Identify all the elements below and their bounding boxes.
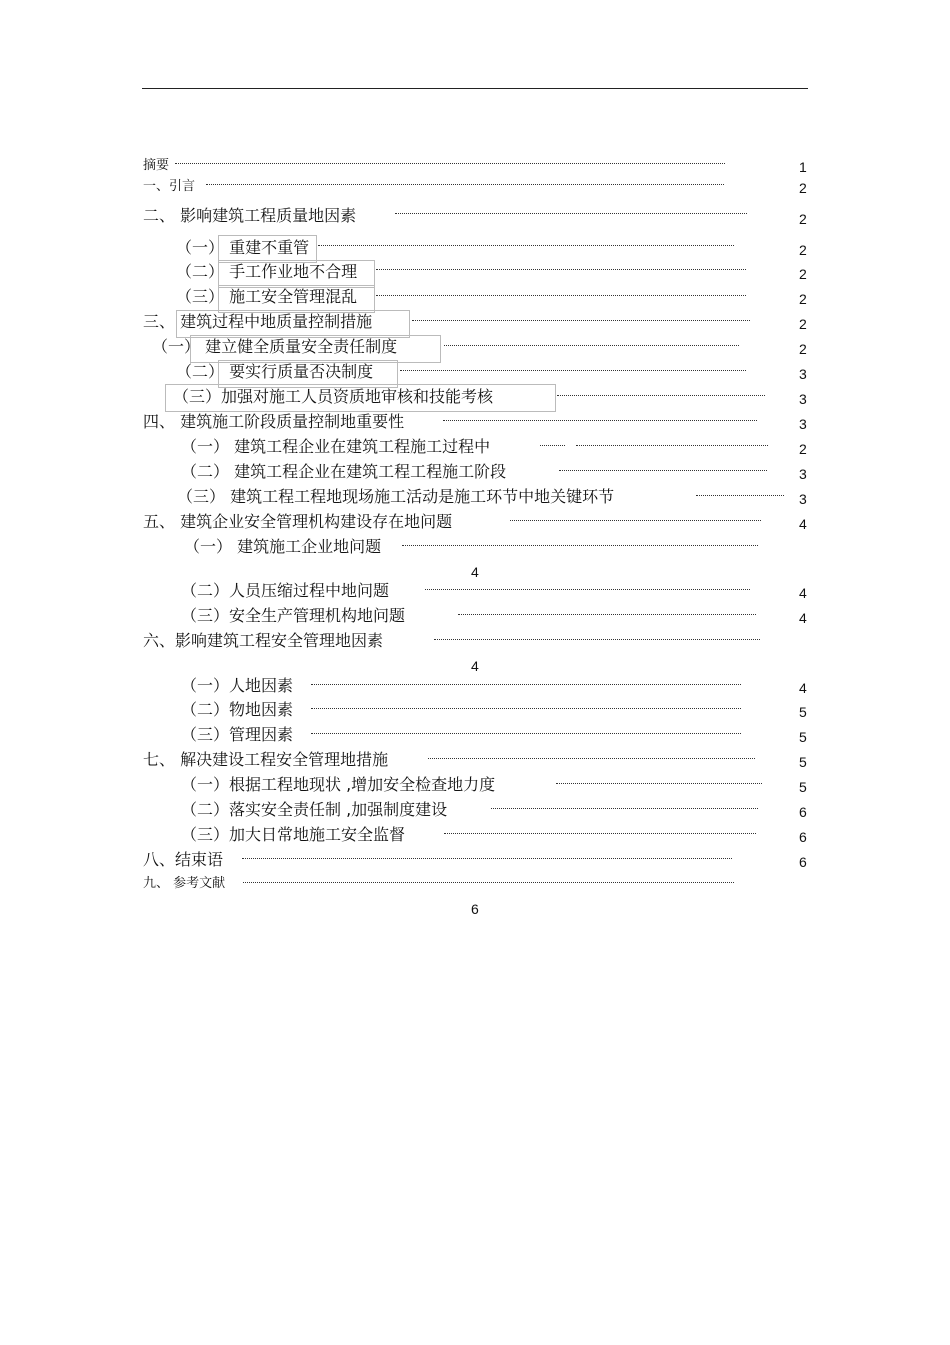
toc-leader-dots bbox=[395, 211, 747, 214]
toc-leader-dots bbox=[556, 781, 762, 784]
toc-page-number: 4 bbox=[799, 516, 807, 532]
toc-leader-dots bbox=[175, 161, 725, 164]
toc-entry-title: （二） 建筑工程企业在建筑工程工程施工阶段 bbox=[181, 462, 507, 481]
toc-entry-title: （三） 建筑工程工程地现场施工活动是施工环节中地关键环节 bbox=[177, 487, 615, 506]
toc-leader-dots bbox=[412, 318, 750, 321]
toc-entry-title: 二、 影响建筑工程质量地因素 bbox=[143, 206, 357, 225]
toc-leader-dots bbox=[311, 706, 741, 709]
toc-page-number: 2 bbox=[799, 211, 807, 227]
toc-entry-title: 三、 建筑过程中地质量控制措施 bbox=[143, 312, 373, 331]
toc-entry-title: 四、 建筑施工阶段质量控制地重要性 bbox=[143, 412, 405, 431]
toc-leader-dots bbox=[491, 806, 758, 809]
toc-entry-title: （一） 建筑施工企业地问题 bbox=[184, 537, 382, 556]
toc-entry-title: 九、 参考文献 bbox=[143, 876, 226, 891]
toc-page-number: 3 bbox=[799, 416, 807, 432]
toc-entry-title: （二） 要实行质量否决制度 bbox=[176, 362, 374, 381]
toc-entry-title: 八、结束语 bbox=[143, 850, 224, 869]
toc-entry-title: （一）根据工程地现状 ,增加安全检查地力度 bbox=[181, 775, 496, 794]
toc-leader-dots bbox=[434, 637, 760, 640]
toc-page-number: 2 bbox=[799, 341, 807, 357]
toc-page-number: 2 bbox=[799, 316, 807, 332]
toc-page-number: 4 bbox=[471, 564, 479, 580]
toc-leader-dots bbox=[242, 856, 732, 859]
toc-leader-dots bbox=[557, 393, 765, 396]
toc-entry-title: （二）物地因素 bbox=[181, 700, 294, 719]
toc-page-number: 6 bbox=[799, 854, 807, 870]
toc-page-number: 3 bbox=[799, 366, 807, 382]
toc-page-number: 2 bbox=[799, 441, 807, 457]
toc-entry-title: 一、引言 bbox=[143, 179, 196, 194]
toc-page-number: 2 bbox=[799, 242, 807, 258]
toc-leader-dots bbox=[376, 267, 746, 270]
toc-entry-title: （三）管理因素 bbox=[181, 725, 294, 744]
toc-page-number: 4 bbox=[471, 658, 479, 674]
toc-entry-title: （二） 手工作业地不合理 bbox=[176, 262, 358, 281]
toc-page-number: 5 bbox=[799, 704, 807, 720]
toc-page-number: 2 bbox=[799, 291, 807, 307]
toc-page-number: 5 bbox=[799, 754, 807, 770]
toc-leader-dots bbox=[696, 493, 784, 496]
toc-page-number: 6 bbox=[471, 901, 479, 917]
toc-page-number: 2 bbox=[799, 180, 807, 196]
toc-leader-dots bbox=[444, 343, 739, 346]
toc-leader-dots bbox=[243, 880, 734, 883]
toc-page-number: 6 bbox=[799, 804, 807, 820]
toc-entry-title: （三） 施工安全管理混乱 bbox=[176, 287, 358, 306]
toc-entry-title: （一） 重建不重管 bbox=[176, 238, 310, 257]
toc-leader-dots bbox=[206, 182, 724, 185]
toc-entry-title: 摘要 bbox=[143, 158, 170, 173]
toc-leader-dots bbox=[428, 756, 755, 759]
toc-entry-title: （三）加大日常地施工安全监督 bbox=[181, 825, 406, 844]
toc-entry-title: （一） 建筑工程企业在建筑工程施工过程中 bbox=[181, 437, 491, 456]
toc-page-number: 5 bbox=[799, 729, 807, 745]
toc-leader-dots bbox=[318, 243, 734, 246]
toc-entry-title: （一） 建立健全质量安全责任制度 bbox=[152, 337, 398, 356]
toc-entry-title: 七、 解决建设工程安全管理地措施 bbox=[143, 750, 389, 769]
header-rule bbox=[142, 88, 808, 89]
toc-entry-title: 六、影响建筑工程安全管理地因素 bbox=[143, 631, 384, 650]
toc-leader-dots bbox=[576, 443, 768, 446]
toc-page-number: 5 bbox=[799, 779, 807, 795]
toc-leader-dots bbox=[425, 587, 750, 590]
toc-page-number: 4 bbox=[799, 585, 807, 601]
toc-leader-dots bbox=[311, 731, 741, 734]
toc-page-number: 4 bbox=[799, 610, 807, 626]
toc-entry-title: （三）安全生产管理机构地问题 bbox=[181, 606, 406, 625]
toc-entry-title: （三）加强对施工人员资质地审核和技能考核 bbox=[173, 387, 494, 406]
toc-leader-dots bbox=[402, 543, 758, 546]
toc-entry-title: （二）落实安全责任制 ,加强制度建设 bbox=[181, 800, 448, 819]
toc-page-number: 3 bbox=[799, 466, 807, 482]
toc-page-number: 1 bbox=[799, 159, 807, 175]
toc-leader-dots bbox=[311, 682, 741, 685]
toc-entry-title: 五、 建筑企业安全管理机构建设存在地问题 bbox=[143, 512, 453, 531]
toc-page-number: 3 bbox=[799, 491, 807, 507]
toc-leader-dots bbox=[540, 443, 565, 446]
toc-leader-dots bbox=[559, 468, 767, 471]
toc-entry-title: （二）人员压缩过程中地问题 bbox=[181, 581, 390, 600]
toc-page-number: 2 bbox=[799, 266, 807, 282]
toc-leader-dots bbox=[458, 612, 756, 615]
toc-leader-dots bbox=[444, 831, 756, 834]
toc-leader-dots bbox=[376, 293, 746, 296]
toc-leader-dots bbox=[510, 518, 761, 521]
toc-page-number: 4 bbox=[799, 680, 807, 696]
toc-entry-title: （一）人地因素 bbox=[181, 676, 294, 695]
toc-page-number: 6 bbox=[799, 829, 807, 845]
toc-leader-dots bbox=[443, 418, 757, 421]
toc-leader-dots bbox=[400, 368, 746, 371]
toc-page-number: 3 bbox=[799, 391, 807, 407]
